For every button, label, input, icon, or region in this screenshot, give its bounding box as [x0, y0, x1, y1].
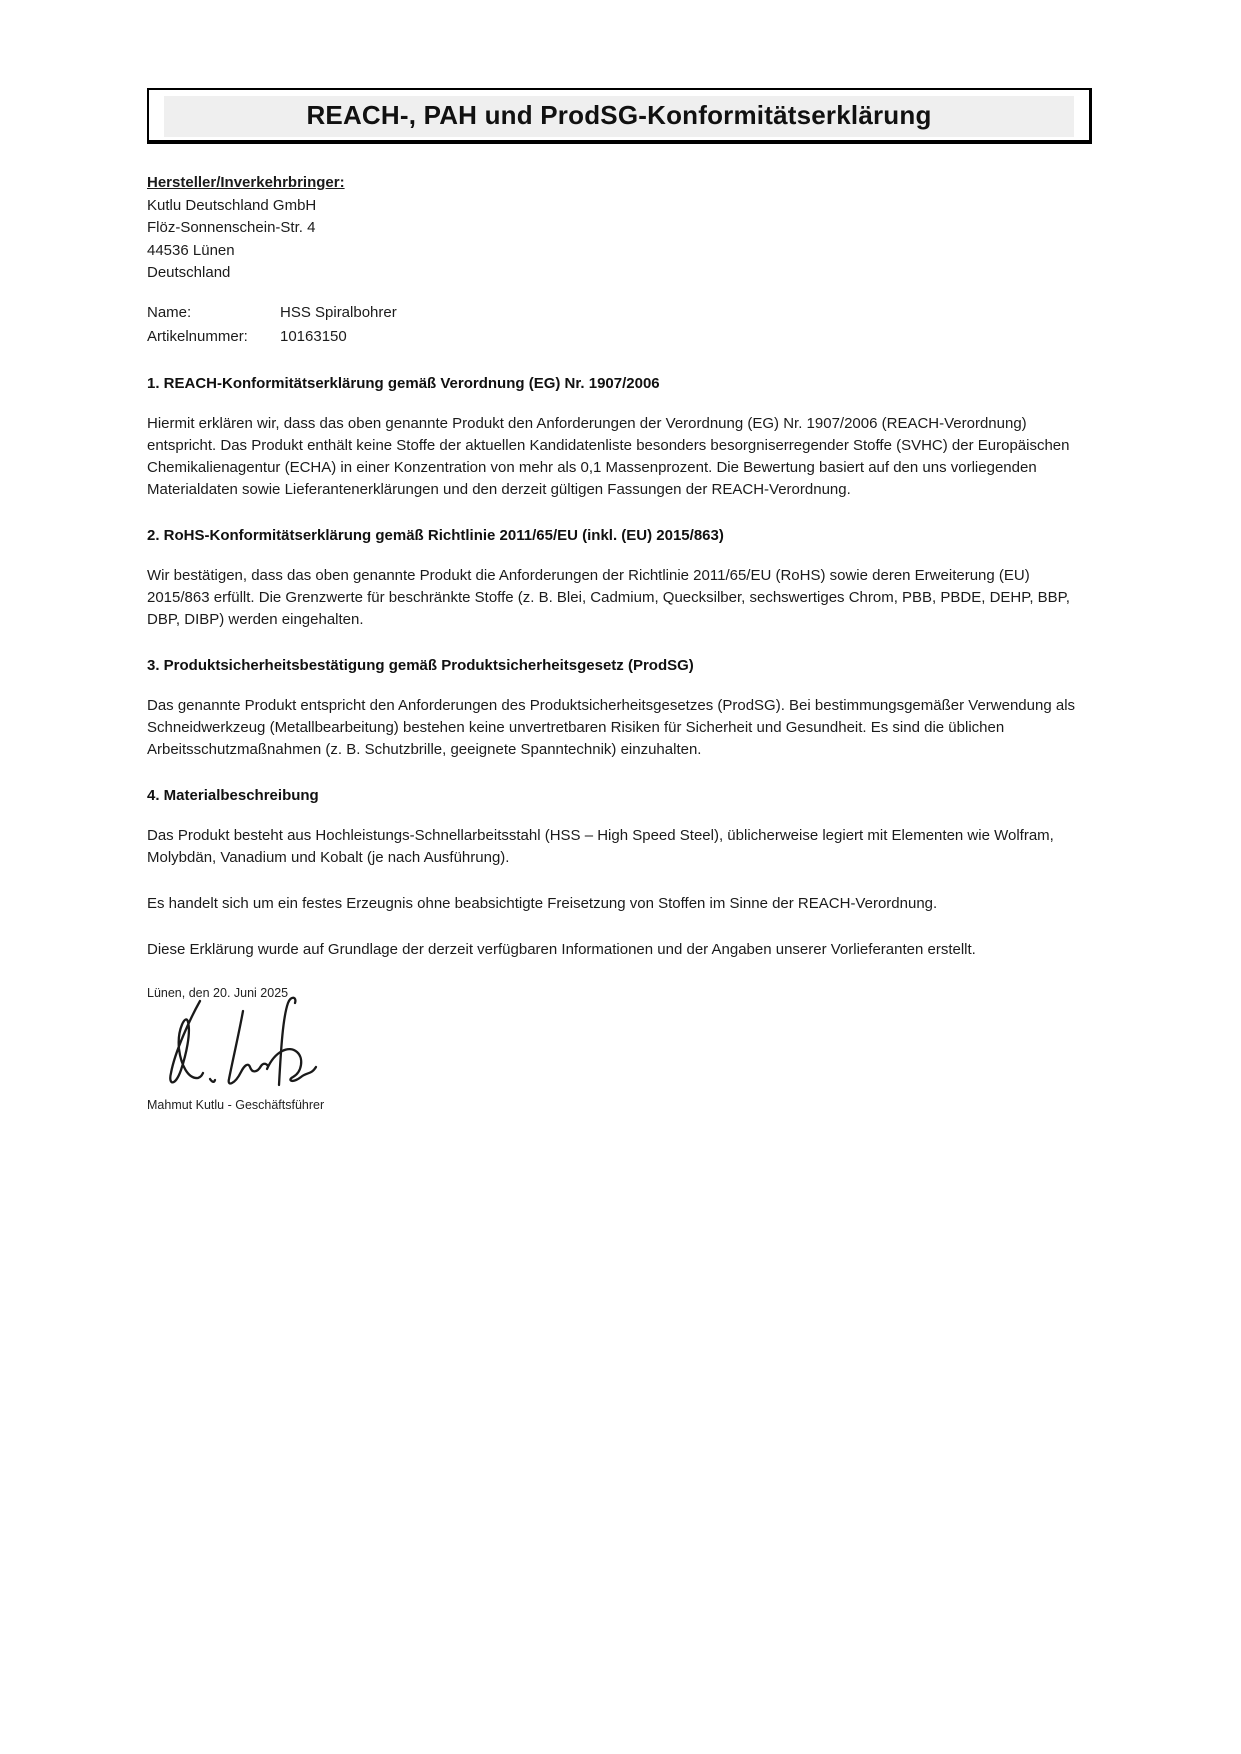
section-prodsg	[147, 655, 1092, 761]
manufacturer-section	[147, 172, 1092, 285]
title-banner	[164, 96, 1074, 137]
manufacturer-line: Kutlu Deutschland GmbH	[147, 196, 317, 214]
product-name-label: Name:	[147, 303, 192, 321]
product-info	[147, 301, 1092, 349]
manufacturer-line: Flöz-Sonnenschein-Str. 4	[147, 219, 316, 236]
signer-name: Mahmut Kutlu - Geschäftsführer	[147, 1097, 325, 1112]
title-box	[147, 88, 1092, 144]
article-number-label: Artikelnummer:	[147, 327, 248, 345]
section-paragraph: Das genannte Produkt entspricht den Anforderungen des Produktsicherheitsgesetzes (ProdSG). Bei bestimmungsgemäßer Verwendung als Schneidwerkzeug (Metallbearbeitung) bestehen keine unvertretbaren Risiken für Sicherheit und Gesundheit. Es sind die üblichen Arbeitsschutzmaßnahmen (z. B. Schutzbrille, geeignete Spanntechnik) einzuhalten.	[147, 696, 1076, 758]
section-reach	[147, 373, 1092, 501]
article-number-value: 10163150	[280, 327, 347, 345]
closing-block	[147, 985, 1092, 1113]
section-paragraph: Es handelt sich um ein festes Erzeugnis ohne beabsichtigte Freisetzung von Stoffen im Sinne der REACH-Verordnung.	[147, 894, 938, 912]
page-title: REACH-, PAH und ProdSG-Konformitätserklärung	[306, 100, 932, 130]
manufacturer-heading: Hersteller/Inverkehrbringer:	[147, 174, 345, 191]
section-heading: 3. Produktsicherheitsbestätigung gemäß Produktsicherheitsgesetz (ProdSG)	[147, 656, 694, 674]
section-paragraph: Diese Erklärung wurde auf Grundlage der derzeit verfügbaren Informationen und der Angaben unserer Vorlieferanten erstellt.	[147, 940, 976, 958]
section-paragraph: Hiermit erklären wir, dass das oben genannte Produkt den Anforderungen der Verordnung (EG) Nr. 1907/2006 (REACH-Verordnung) entspricht. Das Produkt enthält keine Stoffe der aktuellen Kandidatenliste besonders besorgniserregender Stoffe (SVHC) der Europäischen Chemikalienagentur (ECHA) in einer Konzentration von mehr als 0,1 Massenprozent. Die Bewertung basiert auf den uns vorliegenden Materialdaten sowie Lieferantenerklärungen und den derzeit gültigen Fassungen der REACH-Verordnung.	[147, 414, 1070, 498]
place-date-line: Lünen, den 20. Juni 2025	[147, 985, 289, 1000]
signature-icon	[155, 993, 1092, 1093]
product-name-row	[147, 301, 1092, 325]
section-rohs	[147, 525, 1092, 631]
product-name-value: HSS Spiralbohrer	[280, 303, 397, 321]
section-paragraph: Das Produkt besteht aus Hochleistungs-Schnellarbeitsstahl (HSS – High Speed Steel), üblicherweise legiert mit Elementen wie Wolfram, Molybdän, Vanadium und Kobalt (je nach Ausführung).	[147, 826, 1054, 866]
manufacturer-line: Deutschland	[147, 264, 231, 281]
section-heading: 2. RoHS-Konformitätserklärung gemäß Richtlinie 2011/65/EU (inkl. (EU) 2015/863)	[147, 526, 724, 544]
section-material	[147, 785, 1092, 961]
section-paragraph: Wir bestätigen, dass das oben genannte Produkt die Anforderungen der Richtlinie 2011/65/EU (RoHS) sowie deren Erweiterung (EU) 2015/863 erfüllt. Die Grenzwerte für beschränkte Stoffe (z. B. Blei, Cadmium, Quecksilber, sechswertiges Chrom, PBB, PBDE, DEHP, BBP, DBP, DIBP) werden eingehalten.	[147, 566, 1070, 628]
section-heading: 4. Materialbeschreibung	[147, 786, 319, 804]
manufacturer-line: 44536 Lünen	[147, 241, 235, 259]
section-heading: 1. REACH-Konformitätserklärung gemäß Verordnung (EG) Nr. 1907/2006	[147, 374, 660, 392]
product-article-row	[147, 325, 1092, 349]
